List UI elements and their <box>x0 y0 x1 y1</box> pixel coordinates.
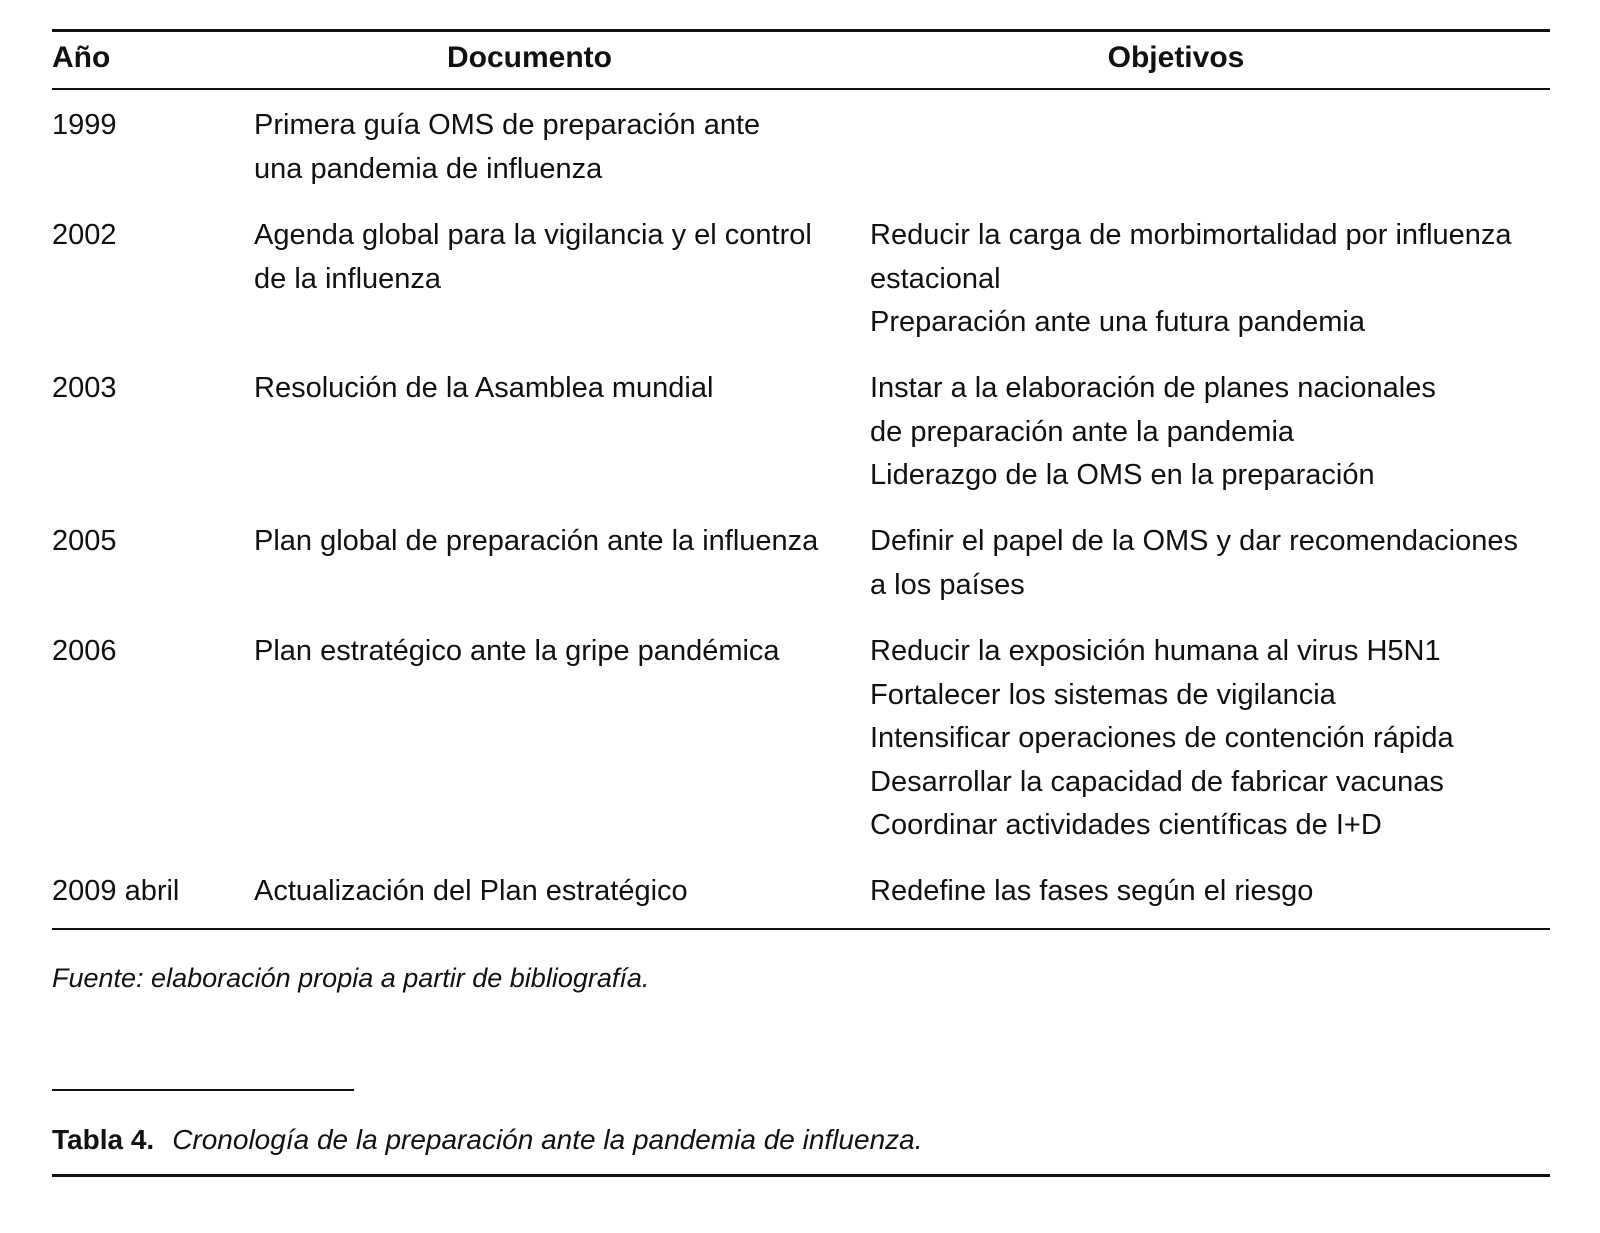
document-cell <box>254 870 824 914</box>
header-rule <box>52 88 1550 90</box>
objective-line: a los países <box>870 568 1025 601</box>
year-cell: 2005 <box>52 525 117 557</box>
document-line: Plan estratégico ante la gripe pandémica <box>254 635 780 667</box>
table-top-rule <box>52 29 1550 32</box>
document-cell <box>254 104 824 191</box>
objectives-cell <box>870 630 1550 848</box>
header-year: Año <box>52 41 111 74</box>
table-bottom-rule <box>52 928 1550 930</box>
year-cell: 2002 <box>52 219 117 251</box>
document-cell <box>254 367 824 411</box>
objective-line: Redefine las fases según el riesgo <box>870 875 1314 907</box>
document-line: Actualización del Plan estratégico <box>254 875 688 907</box>
objective-line: Reducir la carga de morbimortalidad por influenza <box>870 219 1512 251</box>
objective-line: Preparación ante una futura pandemia <box>870 306 1365 338</box>
objective-line: de preparación ante la pandemia <box>870 415 1295 448</box>
document-cell <box>254 630 824 674</box>
year-cell: 2003 <box>52 372 117 404</box>
objective-line: Fortalecer los sistemas de vigilancia <box>870 678 1336 711</box>
objective-line: Desarrollar la capacidad de fabricar vacunas <box>870 765 1444 798</box>
objectives-cell <box>870 520 1550 607</box>
document-line: Agenda global para la vigilancia y el control <box>254 219 812 251</box>
objectives-cell <box>870 367 1550 498</box>
document-cell <box>254 520 824 564</box>
document-line: Plan global de preparación ante la influenza <box>254 525 819 557</box>
objective-line: Intensificar operaciones de contención rápida <box>870 722 1454 754</box>
objective-line: Instar a la elaboración de planes nacionales <box>870 372 1436 404</box>
document-line: Resolución de la Asamblea mundial <box>254 372 714 404</box>
year-cell: 2006 <box>52 635 117 667</box>
caption-label: Tabla 4. <box>52 1124 155 1155</box>
objective-line: Liderazgo de la OMS en la preparación <box>870 459 1375 491</box>
table-source-note: Fuente: elaboración propia a partir de bibliografía. <box>52 963 650 993</box>
table-caption <box>52 1120 923 1160</box>
header-objectives: Objetivos <box>1107 41 1245 74</box>
header-document: Documento <box>447 41 612 74</box>
objective-line: Coordinar actividades científicas de I+D <box>870 809 1382 841</box>
objectives-cell <box>870 214 1550 345</box>
objective-line: Reducir la exposición humana al virus H5N1 <box>870 635 1441 667</box>
caption-text: Cronología de la preparación ante la pandemia de influenza. <box>172 1124 923 1155</box>
year-cell: 1999 <box>52 109 117 141</box>
objective-line: Definir el papel de la OMS y dar recomendaciones <box>870 525 1518 557</box>
caption-separator-rule <box>52 1089 354 1091</box>
caption-bottom-rule <box>52 1174 1550 1177</box>
objectives-cell <box>870 870 1550 914</box>
document-line: una pandemia de influenza <box>254 152 603 185</box>
year-cell: 2009 abril <box>52 875 180 907</box>
document-line: de la influenza <box>254 262 442 295</box>
document-line: Primera guía OMS de preparación ante <box>254 109 761 141</box>
objective-line: estacional <box>870 262 1001 295</box>
document-cell <box>254 214 824 301</box>
